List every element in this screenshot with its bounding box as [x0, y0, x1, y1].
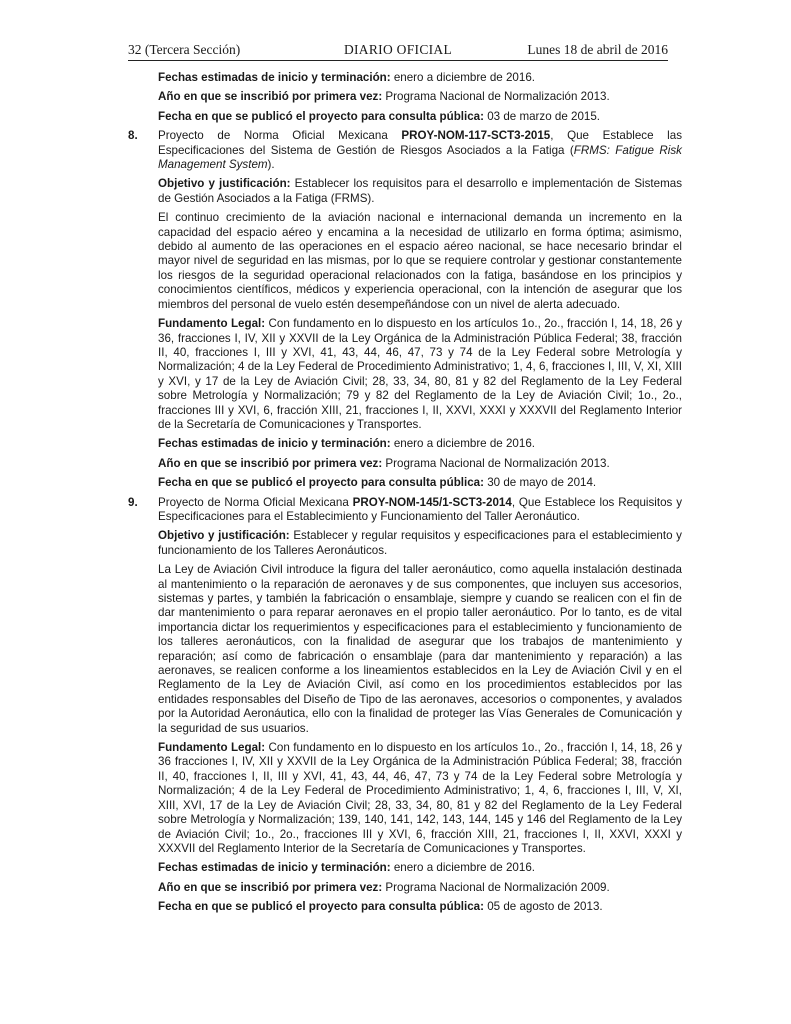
fechas-line: [158, 71, 682, 85]
fechas-line: [158, 437, 682, 451]
fechas-line: [158, 861, 682, 875]
norm-code: PROY-NOM-145/1-SCT3-2014: [352, 495, 512, 509]
anio-label: Año en que se inscribió por primera vez:: [158, 880, 383, 894]
fechas-label: Fechas estimadas de inicio y terminación:: [158, 437, 391, 451]
fundamento-value: Con fundamento en lo dispuesto en los artículos 1o., 2o., fracción I, 14, 18, 26 y 36, fracciones I, IV, XII y XXVII de la Ley Orgánica de la Administración Pública Federal; 38, fracción II, 40, fracciones I, III y XVI, 41, 43, 44, 46, 47, 73 y 74 de la Ley Federal sobre Metrología y Normalización; 4 de la Ley Federal de Procedimiento Administrativo; 1, 4, 6, fracciones I, III, V, XI, XIII y XVI, y 17 de la Ley de Aviación Civil; 28, 33, 34, 80, 81 y 82 del Reglamento de la Ley Federal sobre Metrología y Normalización; 79 y 82 del Reglamento de la Ley de Aviación Civil; 1o., 2o., fracciones III y XVI, 6, fracción XIII, 21, fracciones I, II, XXVI, XXXI y XXXVII del Reglamento Interior de la Secretaría de Comunicaciones y Transportes.: [158, 317, 683, 431]
objetivo-value: Establecer los requisitos para el desarrollo e implementación de Sistemas de Gestión Asociados a la Fatiga (FRMS).: [158, 177, 682, 205]
publicacion-line: [158, 476, 682, 490]
item-number: 9.: [128, 495, 138, 509]
item-title: Proyecto de Norma Oficial Mexicana PROY-NOM-117-SCT3-2015, Que Establece las Especificaciones del Sistema de Gestión de Riesgos Asociados a la Fatiga (FRMS: Fatigue Risk Management System).: [158, 129, 682, 172]
anio-line: [158, 881, 682, 895]
acronym-expansion: FRMS: Fatigue Risk Management System: [158, 143, 682, 172]
objetivo-value: Establecer y regular requisitos y especificaciones para el establecimiento y funcionamiento de los Talleres Aeronáuticos.: [158, 529, 682, 557]
fundamento-value: Con fundamento en lo dispuesto en los artículos 1o., 2o., fracción I, 14, 18, 26 y 36 fracciones I, IV, XII y XXVII de la Ley Orgánica de la Administración Pública Federal; 38, fracción II, 40, fracciones I, II, III y XVI, 41, 43, 44, 46, 47, 73 y 74 de la Ley Federal sobre Metrología y Normalización; 4 de la Ley Federal de Procedimiento Administrativo; 1, 4, 6, fracciones I, III, V, XI, XIII, XVI, 17 de la Ley de Aviación Civil; 28, 33, 34, 80, 81 y 82 del Reglamento de la Ley Federal sobre Metrología y Normalización; 139, 140, 141, 142, 143, 144, 145 y 146 del Reglamento de la Ley de Aviación Civil; 1o., 2o., fracciones III y XVI, 6, fracción XIII, 21, fracciones I, II, XXVI, XXXI y XXXVII del Reglamento Interior de la Secretaría de Comunicaciones y Transportes.: [158, 741, 683, 855]
page-header: [128, 42, 668, 61]
anio-value: Programa Nacional de Normalización 2009.: [382, 880, 610, 894]
fechas-label: Fechas estimadas de inicio y terminación:: [158, 861, 391, 875]
publication-date: Lunes 18 de abril de 2016: [527, 42, 668, 57]
objetivo-paragraph: [158, 177, 682, 206]
anio-label: Año en que se inscribió por primera vez:: [158, 456, 383, 470]
publicacion-value: 30 de mayo de 2014.: [484, 476, 597, 490]
previous-item-tail: [128, 71, 682, 124]
publicacion-value: 03 de marzo de 2015.: [484, 109, 601, 123]
item-title: Proyecto de Norma Oficial Mexicana PROY-NOM-145/1-SCT3-2014, Que Establece los Requisitos y Especificaciones para el Establecimiento y Funcionamiento del Taller Aeronáutico.: [158, 495, 682, 523]
anio-line: [158, 457, 682, 471]
anio-value: Programa Nacional de Normalización 2013.: [382, 90, 610, 104]
document-body: [128, 71, 682, 920]
fundamento-label: Fundamento Legal:: [158, 741, 266, 755]
publicacion-value: 05 de agosto de 2013.: [484, 900, 603, 914]
item-number: 8.: [128, 129, 138, 143]
anio-value: Programa Nacional de Normalización 2013.: [382, 456, 610, 470]
anio-line: [158, 90, 682, 104]
publicacion-label: Fecha en que se publicó el proyecto para consulta pública:: [158, 476, 484, 490]
fechas-label: Fechas estimadas de inicio y terminación:: [158, 71, 391, 84]
fundamento-label: Fundamento Legal:: [158, 317, 266, 331]
fechas-value: enero a diciembre de 2016.: [390, 437, 535, 451]
publicacion-line: [158, 110, 682, 124]
fechas-value: enero a diciembre de 2016.: [390, 71, 535, 84]
objetivo-label: Objetivo y justificación:: [158, 177, 291, 191]
justification-paragraph: El continuo crecimiento de la aviación nacional e internacional demanda un incremento en la capacidad del espacio aéreo y encamina a la necesidad de utilizarlo en forma óptima; asimismo, debido al aumento de las operaciones en el espacio aéreo nacional, se hace necesario brindar el mayor nivel de seguridad en las mismas, por lo que se requiere controlar y gestionar constantemente los riesgos de la seguridad operacional relacionados con la fatiga, basándose en los principios y conocimientos científicos, médicos y experiencia operacional, con la intención de asegurar que los miembros del personal de vuelo estén desempeñándose con un nivel de alerta adecuado.: [158, 211, 682, 311]
fundamento-paragraph: [158, 317, 682, 432]
publicacion-line: [158, 900, 682, 914]
justification-paragraph: La Ley de Aviación Civil introduce la figura del taller aeronáutico, como aquella instalación destinada al mantenimiento o la reparación de aeronaves y de sus componentes, que incluyen sus accesorios, sistemas y partes, y también la fabricación o ensamblaje, siempre y cuando se realicen con el fin de dar mantenimiento o para reparar aeronaves en el propio taller aeronáutico. Por lo tanto, es de vital importancia dictar los requerimientos y especificaciones para el establecimiento y funcionamiento de los talleres aeronáuticos, con la finalidad de asegurar que los trabajos de mantenimiento y reparación; así como de fabricación o ensamblaje (para dar mantenimiento y reparación) a las aeronaves, se realicen conforme a los lineamientos establecidos en la Ley de Aviación Civil y en el Reglamento de la Ley de Aviación Civil, así como en los procedimientos establecidos por las entidades responsables del Diseño de Tipo de las aeronaves, accesorios o componentes, y avalados por la Autoridad Aeronáutica, ello con la finalidad de proteger las Vías Generales de Comunicación y la seguridad de sus usuarios.: [158, 563, 682, 735]
fechas-value: enero a diciembre de 2016.: [390, 861, 535, 875]
objetivo-paragraph: [158, 529, 682, 558]
publication-title: DIARIO OFICIAL: [343, 42, 453, 57]
list-item-9: [128, 496, 682, 915]
publicacion-label: Fecha en que se publicó el proyecto para consulta pública:: [158, 109, 484, 123]
fundamento-paragraph: [158, 741, 682, 856]
list-item-8: [128, 129, 682, 490]
page-number-section: 32 (Tercera Sección): [128, 42, 241, 57]
norm-code: PROY-NOM-117-SCT3-2015: [401, 129, 551, 143]
publicacion-label: Fecha en que se publicó el proyecto para consulta pública:: [158, 900, 484, 914]
anio-label: Año en que se inscribió por primera vez:: [158, 90, 383, 104]
objetivo-label: Objetivo y justificación:: [158, 529, 290, 543]
